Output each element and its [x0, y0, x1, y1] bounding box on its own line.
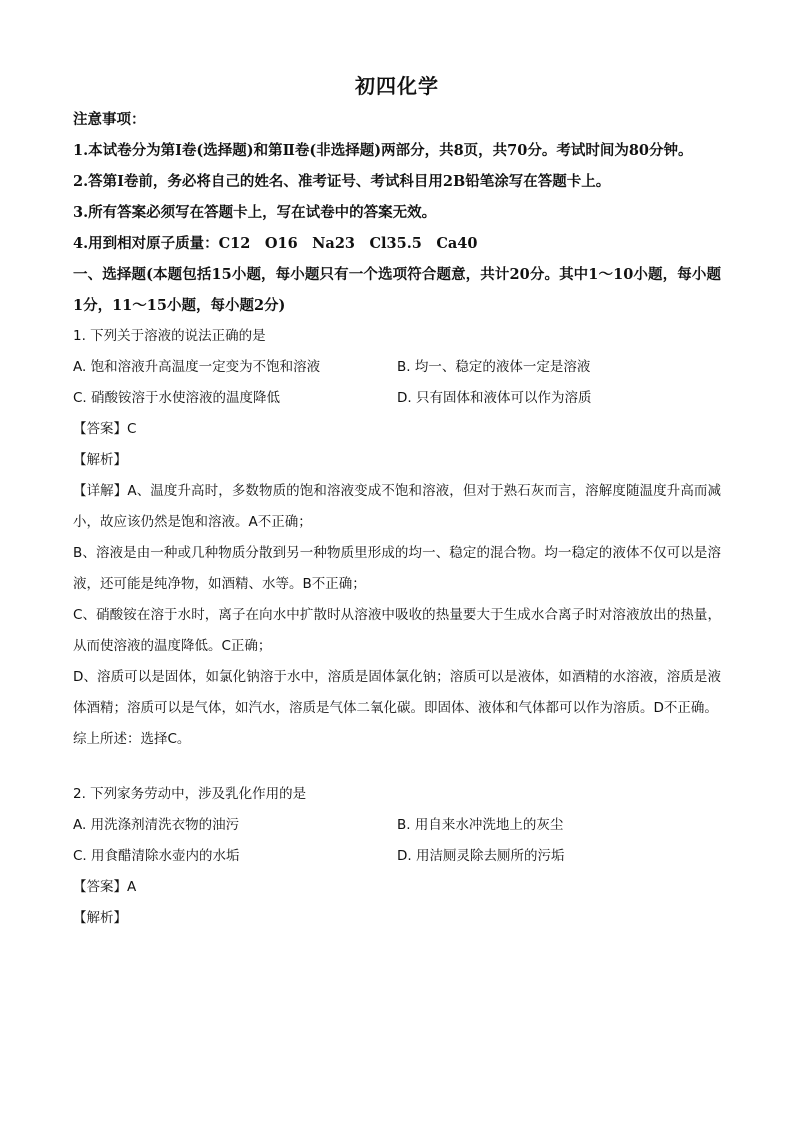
question-2-stem: 2. 下列家务劳动中，涉及乳化作用的是: [73, 786, 307, 802]
notice-item-2: 2.答第Ⅰ卷前，务必将自己的姓名、准考证号、考试科目用2B铅笔涂写在答题卡上。: [73, 173, 611, 190]
question-2-option-a: A. 用洗涤剂清洗衣物的油污: [73, 817, 240, 833]
notice-heading: 注意事项：: [73, 111, 146, 128]
question-1-options-row-2: [73, 383, 721, 414]
exam-content: [73, 104, 721, 934]
question-2-option-d: D. 用洁厕灵除去厕所的污垢: [397, 848, 565, 864]
question-1-options-row-1: [73, 352, 721, 383]
question-2-analysis-label: 【解析】: [73, 910, 127, 926]
question-1-answer: 【答案】C: [73, 421, 137, 437]
question-1-analysis-label: 【解析】: [73, 452, 127, 468]
question-2-answer: 【答案】A: [73, 879, 137, 895]
question-1-summary: 综上所述：选择C。: [73, 731, 191, 747]
question-1-option-b: B. 均一、稳定的液体一定是溶液: [397, 359, 591, 375]
question-2-option-b: B. 用自来水冲洗地上的灰尘: [397, 817, 564, 833]
question-1-option-d: D. 只有固体和液体可以作为溶质: [397, 390, 592, 406]
question-2-options-row-1: [73, 810, 721, 841]
question-1-option-a: A. 饱和溶液升高温度一定变为不饱和溶液: [73, 359, 321, 375]
question-gap: [73, 755, 721, 779]
notice-item-1: 1.本试卷分为第Ⅰ卷(选择题)和第Ⅱ卷(非选择题)两部分，共8页，共70分。考试时间为80分钟。: [73, 142, 693, 159]
notice-item-3: 3.所有答案必须写在答题卡上，写在试卷中的答案无效。: [73, 204, 437, 221]
question-1-detail-d: D、溶质可以是固体，如氯化钠溶于水中，溶质是固体氯化钠；溶质可以是液体，如酒精的水溶液，溶质是液体酒精；溶质可以是气体，如汽水，溶质是气体二氧化碳。即固体、液体和气体都可以作为溶质。D不正确。: [73, 669, 721, 716]
section-heading: 一、选择题(本题包括15小题，每小题只有一个选项符合题意，共计20分。其中1～10小题，每小题1分，11～15小题，每小题2分): [73, 266, 721, 314]
notice-item-4: 4.用到相对原子质量：C12 O16 Na23 Cl35.5 Ca40: [73, 235, 478, 252]
question-1-detail-c: C、硝酸铵在溶于水时，离子在向水中扩散时从溶液中吸收的热量要大于生成水合离子时对溶液放出的热量，从而使溶液的温度降低。C正确；: [73, 607, 721, 654]
question-1-detail-a: 【详解】A、温度升高时，多数物质的饱和溶液变成不饱和溶液，但对于熟石灰而言，溶解度随温度升高而减小，故应该仍然是饱和溶液。A不正确；: [73, 483, 721, 530]
question-1-option-c: C. 硝酸铵溶于水使溶液的温度降低: [73, 390, 281, 406]
question-1-stem: 1. 下列关于溶液的说法正确的是: [73, 328, 266, 344]
question-2-options-row-2: [73, 841, 721, 872]
question-1-detail-b: B、溶液是由一种或几种物质分散到另一种物质里形成的均一、稳定的混合物。均一稳定的液体不仅可以是溶液，还可能是纯净物，如酒精、水等。B不正确；: [73, 545, 721, 592]
question-2-option-c: C. 用食醋清除水壶内的水垢: [73, 848, 240, 864]
page-title: 初四化学: [355, 74, 439, 98]
